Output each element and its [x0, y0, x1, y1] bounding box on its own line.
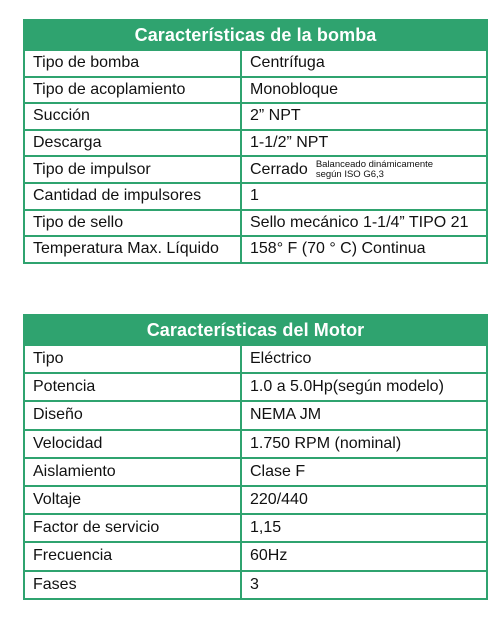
table-row	[25, 209, 486, 236]
table-row	[25, 102, 486, 129]
row-value: 3	[250, 575, 259, 593]
motor-characteristics-table	[23, 314, 488, 600]
table-row	[25, 155, 486, 182]
row-label: Aislamiento	[25, 459, 242, 485]
row-label: Diseño	[25, 402, 242, 428]
row-label: Voltaje	[25, 487, 242, 513]
row-value: Centrífuga	[250, 54, 325, 72]
row-label: Tipo de acoplamiento	[25, 78, 242, 103]
row-value: 1,15	[250, 519, 282, 537]
row-value: 158° F (70 ° C) Continua	[250, 240, 426, 258]
row-value: Eléctrico	[250, 350, 312, 368]
row-label: Tipo de sello	[25, 211, 242, 236]
row-label: Tipo de bomba	[25, 51, 242, 76]
row-label: Velocidad	[25, 431, 242, 457]
table-row	[25, 129, 486, 156]
table-row	[25, 400, 486, 428]
row-label: Tipo	[25, 346, 242, 372]
table-row	[25, 457, 486, 485]
table-row	[25, 235, 486, 262]
row-value: NEMA JM	[250, 406, 322, 424]
row-label: Succión	[25, 104, 242, 129]
row-label: Potencia	[25, 374, 242, 400]
row-value: Clase F	[250, 462, 306, 480]
table-row	[25, 513, 486, 541]
table-row	[25, 570, 486, 598]
row-label: Frecuencia	[25, 543, 242, 569]
table-row	[25, 76, 486, 103]
balance-note-line2: según ISO G6,3	[315, 168, 384, 180]
row-value: Monobloque	[250, 80, 339, 98]
row-label: Cantidad de impulsores	[25, 184, 242, 209]
table-row	[25, 541, 486, 569]
row-value: 1.750 RPM (nominal)	[250, 434, 402, 452]
row-label: Fases	[25, 572, 242, 598]
row-value: 1	[250, 187, 259, 205]
row-value: 2” NPT	[250, 107, 301, 125]
row-value: Sello mecánico 1-1/4” TIPO 21	[250, 213, 469, 231]
row-label: Factor de servicio	[25, 515, 242, 541]
row-value-with-note	[242, 157, 486, 182]
row-value: 1-1/2” NPT	[250, 134, 329, 152]
motor-table-title: Características del Motor	[25, 316, 486, 344]
table-row	[25, 182, 486, 209]
table-row	[25, 49, 486, 76]
row-label: Descarga	[25, 131, 242, 156]
row-value: 60Hz	[250, 547, 288, 565]
table-row	[25, 372, 486, 400]
row-label: Temperatura Max. Líquido	[25, 237, 242, 262]
row-value: 220/440	[250, 491, 308, 509]
table-row	[25, 344, 486, 372]
pump-table-title: Características de la bomba	[25, 21, 486, 49]
balance-note	[316, 160, 433, 180]
row-value: 1.0 a 5.0Hp(según modelo)	[250, 378, 444, 396]
pump-characteristics-table	[23, 19, 488, 264]
balance-note-line1: Balanceado dinámicamente	[315, 158, 434, 170]
row-value: Cerrado	[250, 160, 308, 178]
table-row	[25, 429, 486, 457]
table-row	[25, 485, 486, 513]
row-label: Tipo de impulsor	[25, 157, 242, 182]
